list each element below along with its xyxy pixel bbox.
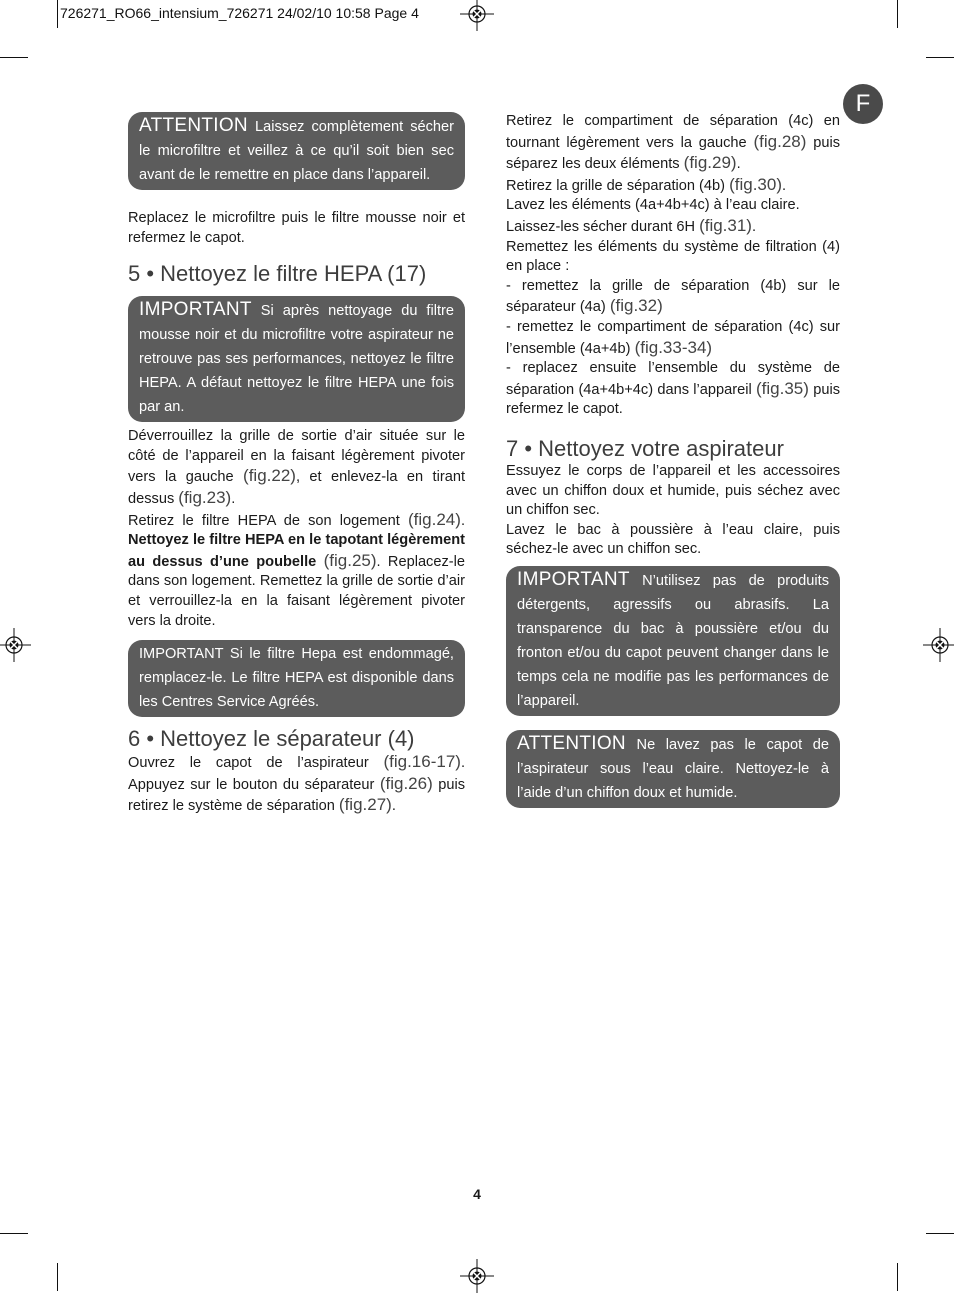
language-tab-badge: F: [843, 84, 883, 124]
crop-mark: [57, 1263, 58, 1291]
attention-keyword: ATTENTION: [139, 115, 248, 136]
crop-mark: [0, 57, 28, 58]
text-run: puis refermez le capot.: [506, 381, 840, 418]
separator-step-paragraph: [506, 359, 840, 420]
crop-mark: [897, 1263, 898, 1291]
text-run: . Appuyez sur le bouton du séparateur: [128, 755, 465, 793]
text-run: Retirez la grille de séparation (4b): [506, 177, 730, 194]
left-column: [128, 112, 465, 817]
figure-reference: (fig.27): [338, 795, 392, 815]
attention-keyword: ATTENTION: [517, 732, 626, 754]
crop-mark: [926, 57, 954, 58]
separator-step-paragraph: [506, 112, 840, 175]
crop-mark: [897, 0, 898, 28]
figure-reference: (fig.26): [379, 773, 433, 793]
figure-reference: (fig.30): [729, 174, 782, 194]
figure-reference: (fig.35): [756, 378, 809, 398]
crop-mark: [0, 1233, 28, 1234]
hepa-grille-paragraph: [128, 427, 465, 509]
figure-reference: (fig.24): [408, 509, 461, 529]
separator-step-paragraph: [506, 175, 840, 197]
text-run: Retirez le filtre HEPA de son logement: [128, 512, 409, 529]
attention-box: [128, 112, 465, 190]
hepa-filter-paragraph: [128, 510, 465, 632]
important-text: IMPORTANT Si le filtre Hepa est endommagé, remplacez-le. Le filtre HEPA est disponible dans les Centres Service Agréés.: [139, 646, 454, 711]
separator-step-paragraph: [506, 318, 840, 359]
text-run: Laissez-les sécher durant 6H: [506, 218, 700, 235]
separator-step-paragraph: [506, 216, 840, 238]
text-run: .: [751, 218, 757, 235]
text-run: puis retirez le système de séparation: [128, 776, 465, 815]
cleaning-paragraph: Lavez le bac à poussière à l’eau claire, puis séchez-le avec un chiffon sec.: [506, 521, 840, 558]
separator-step-paragraph: [506, 277, 840, 318]
text-run: , et enlevez-la en tirant dessus: [128, 469, 465, 507]
figure-reference: (fig.22): [243, 466, 296, 486]
figure-reference: (fig.32): [609, 296, 663, 316]
separator-step-paragraph: Lavez les éléments (4a+4b+4c) à l’eau claire.: [506, 197, 800, 214]
figure-reference: (fig.31): [699, 215, 752, 235]
replace-paragraph: Replacez le microfiltre puis le filtre mousse noir et refermez le capot.: [128, 210, 465, 246]
section-6-heading: 6 • Nettoyez le séparateur (4): [128, 726, 415, 752]
text-run: .: [391, 798, 396, 815]
text-run: . Replacez-le dans son logement. Remettez la grille de sortie d’air et verrouillez-la en la faisant légèrement pivoter vers la droite.: [128, 553, 465, 629]
attention-box: [506, 730, 840, 808]
important-text: N’utilisez pas de produits détergents, agressifs ou abrasifs. La transparence du bac à poussière et/ou du fronton et/ou du capot peuvent changer dans le temps cela ne modifie pas les performances de l’appareil.: [517, 572, 829, 709]
text-run: .: [782, 177, 787, 194]
text-run: Ouvrez le capot de l’aspirateur: [128, 755, 384, 772]
registration-mark-icon: [460, 0, 494, 31]
important-box: [506, 566, 840, 716]
attention-text: Ne lavez pas le capot de l’aspirateur sous l’eau claire. Nettoyez-le à l’aide d’un chiffon doux et humide.: [517, 736, 829, 801]
crop-mark: [926, 1233, 954, 1234]
important-box: [128, 296, 465, 422]
figure-reference: (fig.25): [323, 550, 377, 570]
text-run: [316, 554, 323, 570]
important-text: Si après nettoyage du filtre mousse noir et du microfiltre votre aspirateur ne retrouve pas ses performances, nettoyez le filtre HEPA. A défaut nettoyez le filtre HEPA une fois par an.: [139, 303, 454, 416]
text-run: Déverrouillez la grille de sortie d’air située sur le côté de l’appareil en la faisant légèrement pivoter vers la gauche: [128, 428, 465, 486]
section-7-heading: 7 • Nettoyez votre aspirateur: [506, 435, 784, 461]
separator-paragraph: [128, 752, 465, 817]
right-column: [506, 112, 840, 808]
registration-mark-icon: [460, 1259, 494, 1293]
figure-reference: (fig.29): [683, 153, 737, 173]
text-run: puis séparez les deux éléments: [506, 134, 840, 173]
attention-text: Laissez complètement sécher le microfiltre et veillez à ce qu’il soit bien sec avant de le remettre en place dans l’appareil.: [139, 119, 454, 183]
page-number: 4: [473, 1186, 481, 1202]
important-keyword: IMPORTANT: [139, 299, 252, 321]
text-run: .: [231, 490, 236, 507]
section-5-heading: 5 • Nettoyez le filtre HEPA (17): [128, 261, 427, 287]
text-run: .: [460, 512, 465, 529]
print-slug: 726271_RO66_intensium_726271 24/02/10 10:58 Page 4: [60, 5, 419, 21]
registration-mark-icon: [923, 628, 954, 662]
figure-reference: (fig.16-17): [383, 752, 461, 772]
figure-reference: (fig.28): [753, 131, 807, 151]
cleaning-paragraph: Essuyez le corps de l’appareil et les accessoires avec un chiffon doux et humide, puis séchez avec un chiffon sec.: [506, 462, 840, 519]
figure-reference: (fig.23): [178, 487, 232, 507]
figure-reference: (fig.33-34): [634, 337, 713, 357]
bold-instruction: Nettoyez le filtre HEPA en le tapotant légèrement au dessus d’une poubelle: [128, 532, 465, 570]
crop-mark: [57, 0, 58, 28]
text-run: - remettez le compartiment de séparation (4c) sur l’ensemble (4a+4b): [506, 318, 840, 357]
important-keyword: IMPORTANT: [517, 568, 630, 590]
text-run: - replacez ensuite l’ensemble du système de séparation (4a+4b+4c) dans l’appareil: [506, 360, 840, 398]
important-box: [128, 640, 465, 717]
text-run: Retirez le compartiment de séparation (4c) en tournant légèrement vers la gauche: [506, 113, 840, 151]
text-run: .: [736, 156, 741, 173]
separator-step-paragraph: Remettez les éléments du système de filtration (4) en place :: [506, 238, 840, 275]
registration-mark-icon: [0, 628, 31, 662]
text-run: - remettez la grille de séparation (4b) sur le séparateur (4a): [506, 277, 840, 316]
